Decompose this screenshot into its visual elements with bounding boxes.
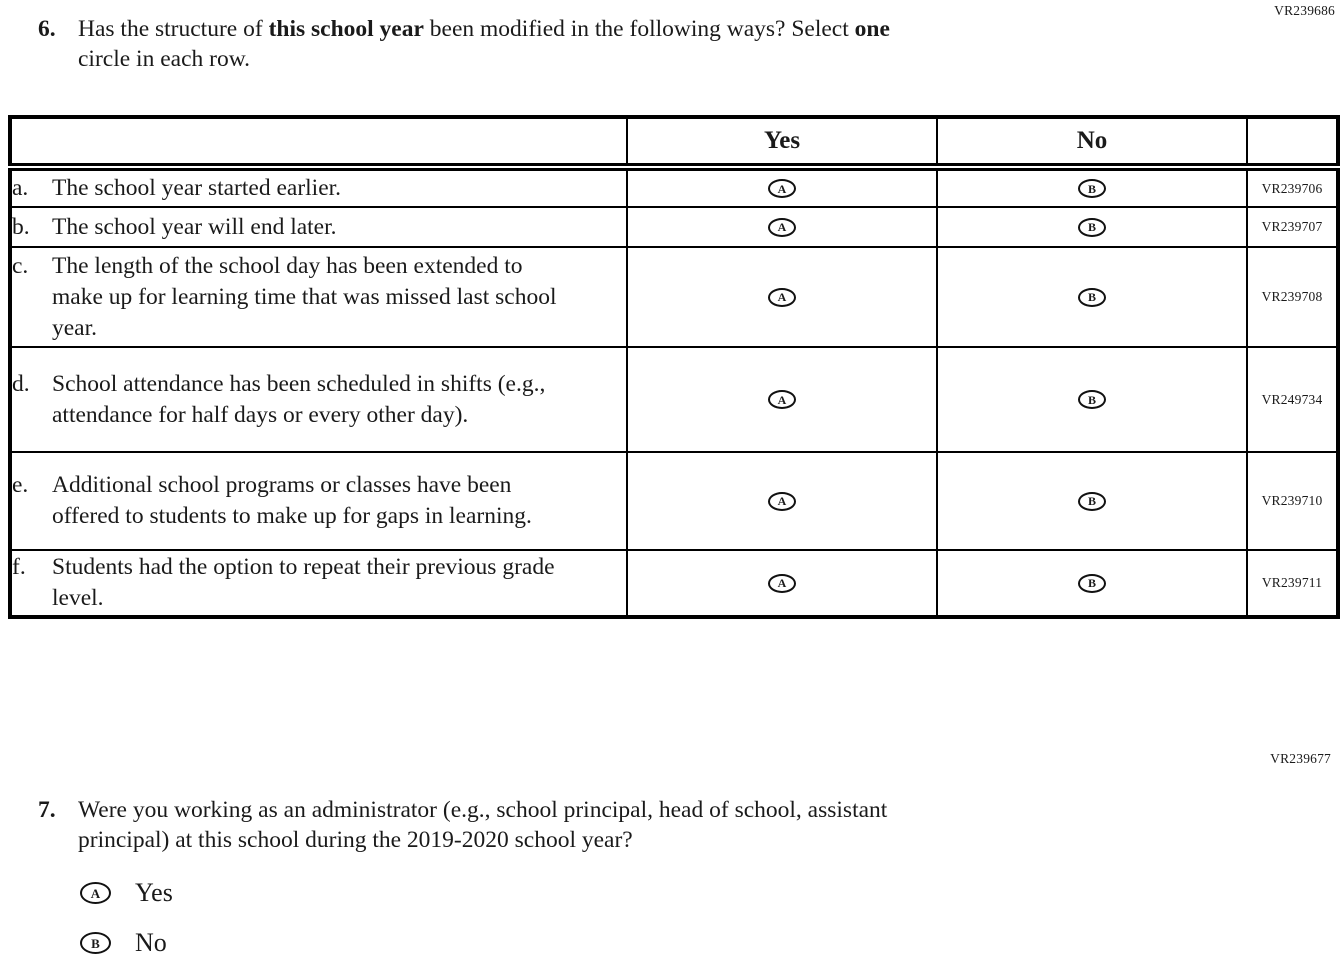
no-option-bubble[interactable]: [1078, 218, 1106, 237]
option-label: No: [135, 928, 167, 957]
table-row-b: [10, 207, 1338, 247]
question-6: [38, 14, 890, 74]
question-6-number: 6.: [38, 16, 56, 42]
question-7: [38, 795, 978, 855]
yes-column-header: Yes: [627, 117, 937, 167]
row-form-code: VR249734: [1247, 347, 1338, 452]
option-letter: B: [1087, 392, 1096, 407]
table-row-a: [10, 167, 1338, 207]
option-letter: A: [777, 576, 787, 590]
yes-option-bubble[interactable]: [768, 288, 796, 307]
option-letter: A: [777, 494, 787, 508]
row-label: a.: [12, 175, 29, 201]
no-option-bubble[interactable]: [1078, 574, 1106, 593]
table-row-e: [10, 452, 1338, 550]
row-form-code: VR239707: [1247, 207, 1338, 247]
no-option-bubble[interactable]: [1078, 390, 1106, 409]
no-option-bubble[interactable]: [80, 932, 111, 954]
q7-form-code: VR239677: [1270, 751, 1331, 766]
yes-option-bubble[interactable]: [768, 218, 796, 237]
q7-option-no[interactable]: [80, 930, 167, 956]
no-column-header: No: [937, 117, 1247, 167]
question-6-text-part1: Has the structure of: [78, 16, 269, 42]
row-statement: Students had the option to repeat their previous grade level.: [52, 554, 555, 611]
row-label: c.: [12, 252, 29, 279]
row-label: d.: [12, 370, 30, 397]
q7-option-yes[interactable]: [80, 880, 173, 906]
yes-option-bubble[interactable]: [80, 882, 111, 904]
option-letter: B: [1087, 290, 1096, 304]
option-letter: B: [1087, 494, 1096, 508]
row-statement: The school year will end later.: [52, 213, 337, 240]
option-letter: B: [1087, 181, 1096, 196]
question-6-text-bold2: one: [854, 16, 890, 42]
no-option-bubble[interactable]: [1078, 492, 1106, 511]
row-form-code: VR239708: [1247, 247, 1338, 347]
question-7-text: Were you working as an administrator (e.g., school principal, head of school, assistant principal) at this school during the 2019-2020 school year?: [78, 797, 888, 853]
option-letter: A: [777, 290, 787, 304]
code-column-header: [1247, 117, 1338, 167]
table-row-c: [10, 247, 1338, 347]
no-option-bubble[interactable]: [1078, 288, 1106, 307]
row-statement: The length of the school day has been extended to make up for learning time that was missed last school year.: [52, 252, 557, 341]
option-label: Yes: [135, 878, 173, 907]
q6-response-table: [8, 115, 1340, 619]
option-letter: A: [777, 392, 787, 407]
statement-column-header: [10, 117, 627, 167]
row-form-code: VR239711: [1247, 550, 1338, 617]
no-option-bubble[interactable]: [1078, 179, 1106, 198]
row-label: f.: [12, 554, 26, 580]
table-row-d: [10, 347, 1338, 452]
q6-form-code: VR239686: [1274, 3, 1335, 18]
question-7-number: 7.: [38, 797, 56, 823]
option-letter: A: [777, 181, 787, 196]
yes-option-bubble[interactable]: [768, 390, 796, 409]
row-form-code: VR239710: [1247, 452, 1338, 550]
yes-option-bubble[interactable]: [768, 179, 796, 198]
option-letter: B: [1087, 220, 1096, 234]
yes-option-bubble[interactable]: [768, 492, 796, 511]
yes-option-bubble[interactable]: [768, 574, 796, 593]
question-6-text-bold1: this school year: [268, 16, 424, 42]
table-header-row: [10, 117, 1338, 167]
row-statement: Additional school programs or classes have been offered to students to make up for gaps in learning.: [52, 472, 532, 529]
option-letter: B: [91, 935, 100, 951]
question-6-text-line2: circle in each row.: [78, 46, 251, 72]
question-6-text-part2: been modified in the following ways? Select: [423, 16, 855, 42]
option-letter: A: [90, 885, 101, 901]
table-row-f: [10, 550, 1338, 617]
row-label: b.: [12, 213, 30, 240]
row-statement: The school year started earlier.: [52, 175, 342, 201]
row-label: e.: [12, 472, 29, 498]
question-6-text: [78, 14, 890, 74]
row-form-code: VR239706: [1247, 167, 1338, 207]
option-letter: A: [777, 220, 787, 234]
option-letter: B: [1087, 576, 1096, 590]
row-statement: School attendance has been scheduled in shifts (e.g., attendance for half days or every other day).: [52, 370, 546, 428]
